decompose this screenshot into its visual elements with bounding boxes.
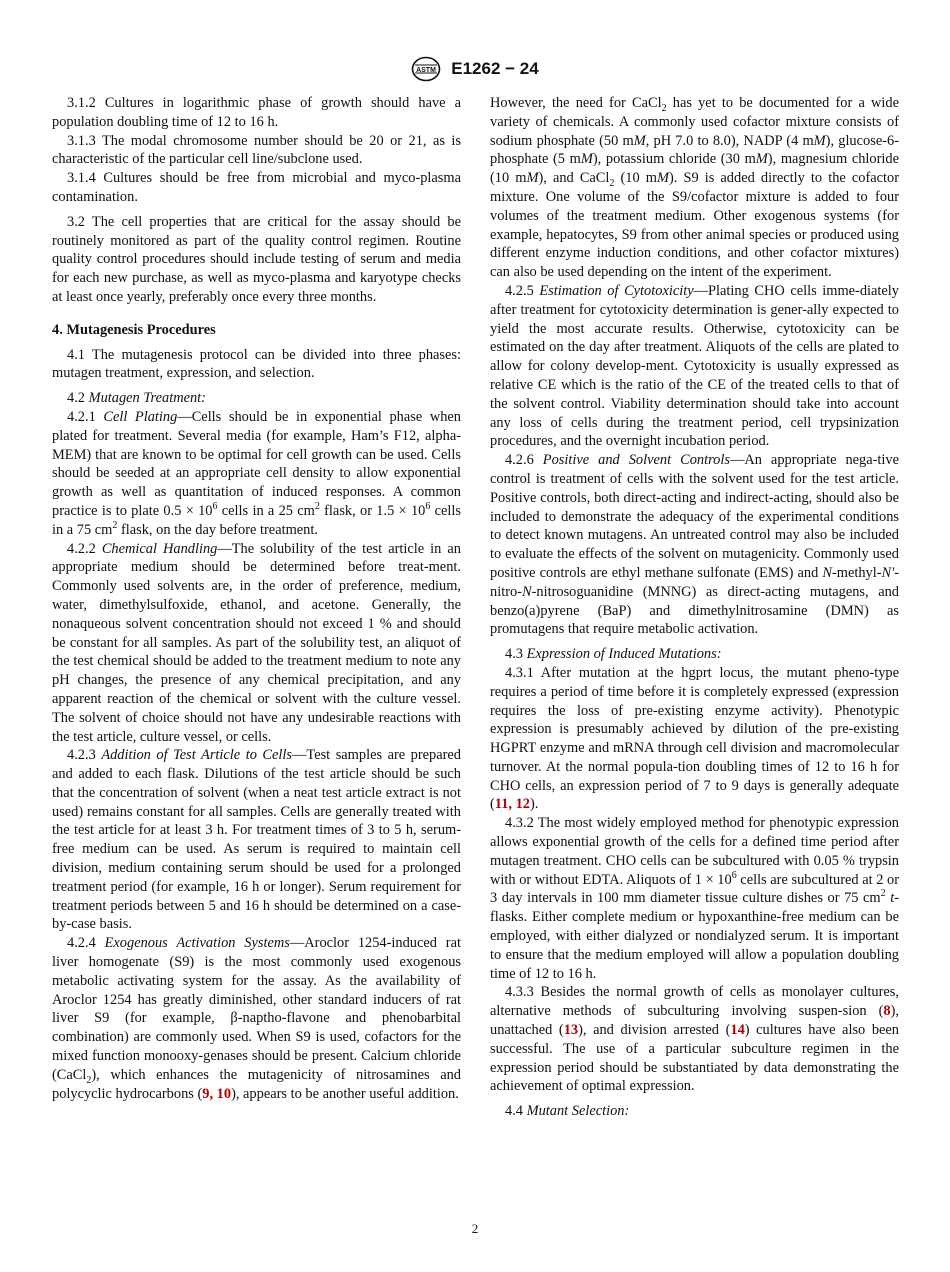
para-3-1-2: 3.1.2 Cultures in logarithmic phase of growth should have a population doubling time of 12 to 16 h.: [52, 95, 461, 130]
right-column: [490, 94, 899, 1121]
para-4-2-5: 4.2.5 Estimation of Cytotoxicity—Plating CHO cells imme-diately after treatment for cytotoxicity determination is gener-ally expected to yield the most accurate results. Otherwise, cytotoxicity can be estimated on the day after treatment. Aliquots of the cells are plated to allow for colony develop-ment. Cytotoxicity is usually expressed as relative CE which is the ratio of the CE of the treated cells to that of the solvent control. Viability determination should take into account any loss of cells during the treatment period, cell trypsinization procedures, and the overnight incubation period.: [490, 282, 899, 450]
document-id: E1262 − 24: [451, 59, 539, 78]
para-4-2-1: 4.2.1 Cell Plating—Cells should be in exponential phase when plated for treatment. Several media (for example, Ham’s F12, alpha-MEM) that are known to be optimal for cell growth can be used. Cells should be seeded at an appropriate cell density to allow exponential growth as well as quantitation of induced responses. A common practice is to plate $0.5 \times 10^6$ cells in a 25 $cm^2$ flask, or $1.5 \times 10^6$ cells in a 75 $cm^2$ flask, on the day before treatment.: [52, 408, 461, 538]
para-4-2-4: 4.2.4 Exogenous Activation Systems—Aroclor 1254-induced rat liver homogenate (S9) is the most commonly used exogenous metabolic activating system for the assay. As the availability of Aroclor 1254 has greatly diminished, other standard inducers of rat liver S9 (for example, β-naptho-flavone and phenobarbital combination) are commonly used. When S9 is used, cofactors for the mixed function monooxy-genases should be present. Calcium chloride (CaCl$_2$), which enhances the mutagenicity of nitrosamines and polycyclic hydrocarbons (9, 10), appears to be another useful addition.: [52, 935, 461, 1102]
page-header: [0, 56, 950, 84]
svg-text:ASTM: ASTM: [416, 67, 437, 74]
reference-link[interactable]: 12: [515, 796, 530, 813]
para-3-2: 3.2 The cell properties that are critical for the assay should be routinely monitored as part of the quality control regimen. Routine quality control procedures should include testing of serum and media for each new purchase, as well as myco-plasma and karyotype checks at least once yearly, preferably once every three months.: [52, 213, 461, 305]
reference-link[interactable]: 9: [202, 1085, 210, 1102]
para-4-3-1: 4.3.1 After mutation at the hgprt locus, the mutant pheno-type requires a period of time before it is completely expressed (expression requires the loss of pre-existing enzyme activity). Phenotypic expression is presumably achieved by dilution of the pre-existing HGPRT enzyme and mRNA through cell division and macromolecular turnover. At the normal popula-tion doubling times of 12 to 16 h for CHO cells, an expression period of 7 to 9 days is generally adequate (11, 12).: [490, 664, 899, 813]
para-4-3-3: 4.3.3 Besides the normal growth of cells as monolayer cultures, alternative methods of subculturing involving suspen-sion (8), unattached (13), and division arrested (14) cultures have also been successful. The use of a particular subculture regimen in the expression period should be substantiated by data demonstrating the achievement of optimal expression.: [490, 984, 899, 1095]
astm-logo-icon: [411, 56, 441, 82]
reference-link[interactable]: 13: [563, 1022, 579, 1039]
reference-link[interactable]: 14: [730, 1022, 745, 1039]
para-4-2: 4.2 Mutagen Treatment:: [67, 390, 206, 407]
reference-link[interactable]: 8: [883, 1003, 891, 1020]
reference-link[interactable]: 10: [216, 1085, 232, 1102]
page-number: 2: [471, 1221, 479, 1236]
para-4-3-2: 4.3.2 The most widely employed method for phenotypic expression allows exponential growth of the cells for a defined time period after mutagen treatment. CHO cells can be subcultured with 0.05 % trypsin with or without EDTA. Aliquots of $1 \times 10^6$ cells are subcultured at 2 or 3 day intervals in 100 mm diameter tissue culture dishes or 75 $cm^2$ t-flasks. Either complete medium or hypoxanthine-free medium can be employed, with either dialyzed or nondialyzed serum. It is important to ensure that the medium employed will allow a population doubling time of 12 to 16 h.: [490, 815, 900, 982]
para-4-2-2: 4.2.2 Chemical Handling—The solubility of the test article in an appropriate medium should be determined before treat-ment. Commonly used solvents are, in the order of preference, medium, water, dimethylsulfoxide, ethanol, and acetone. Generally, the nonaqueous solvent concentration should not exceed 1 % and should be constant for all samples. As part of the solubility test, an aliquot of the test chemical should be added to the treatment medium to note any pH changes, the presence of any chemical precipitation, and any apparent reaction of the chemical or solvent with the culture vessel. The solvent of choice should not have any undesirable reactions with the test article, culture vessel, or cells.: [52, 540, 461, 745]
left-column: [52, 94, 461, 1103]
para-3-1-4: 3.1.4 Cultures should be free from microbial and myco-plasma contamination.: [52, 170, 461, 205]
para-4-3: 4.3 Expression of Induced Mutations:: [505, 646, 722, 663]
para-4-1: 4.1 The mutagenesis protocol can be divided into three phases: mutagen treatment, expression, and selection.: [52, 346, 461, 382]
reference-link[interactable]: 11: [494, 796, 509, 813]
section-heading-4: 4. Mutagenesis Procedures: [52, 321, 216, 338]
para-3-1-3: 3.1.3 The modal chromosome number should be 20 or 21, as is characteristic of the particular cell line/subclone used.: [52, 132, 461, 168]
para-4-2-3: 4.2.3 Addition of Test Article to Cells—Test samples are prepared and added to each flask. Dilutions of the test article should be such that the concentration of solvent (when a neat test article extract is not used) remains constant for all samples. Cells are generally treated with the test article for at least 3 h. For treatment times of 3 to 5 h, serum-free medium can be used. As serum is required to maintain cell division, medium containing serum should be used for a prolonged treatment period (for example, 16 h or longer). Serum requirement for treatment periods between 5 and 16 h should be determined on a case-by-case basis.: [52, 747, 461, 933]
para-4-2-6: 4.2.6 Positive and Solvent Controls—An appropriate nega-tive control is treatment of cells with the solvent used for the test article. Positive controls, both direct-acting and indirect-acting, should also be included to demonstrate the adequacy of the experimental conditions to detect known mutagens. An untreated control may also be included to evaluate the effects of the solvent on mutagenicity. Commonly used positive controls are ethyl methane sulfonate (EMS) and N-methyl-N'-nitro-N-nitrosoguanidine (MNNG) as direct-acting mutagens, and benzo(a)pyrene (BaP) and dimethylnitrosamine (DMN) as promutagens that require metabolic activation.: [490, 452, 899, 638]
para-4-4: 4.4 Mutant Selection:: [505, 1103, 630, 1120]
para-4-2-4-continued: However, the need for CaCl$_2$ has yet to be documented for a wide variety of chemicals. A commonly used cofactor mixture consists of sodium phosphate (50 mM, pH 7.0 to 8.0), NADP (4 mM), glucose-6-phosphate (5 mM), potassium chloride (30 mM), magnesium chloride (10 mM), and CaCl$_2$ (10 mM). S9 is added directly to the cofactor mixture. One volume of the S9/cofactor mixture is added to four volumes of the treatment medium. Other exogenous systems (for example, hepatocytes, S9 from other animal species or produced using different enzyme induction conditions, and other cofactor mixtures) can also be used depending on the intent of the experiment.: [490, 95, 899, 281]
